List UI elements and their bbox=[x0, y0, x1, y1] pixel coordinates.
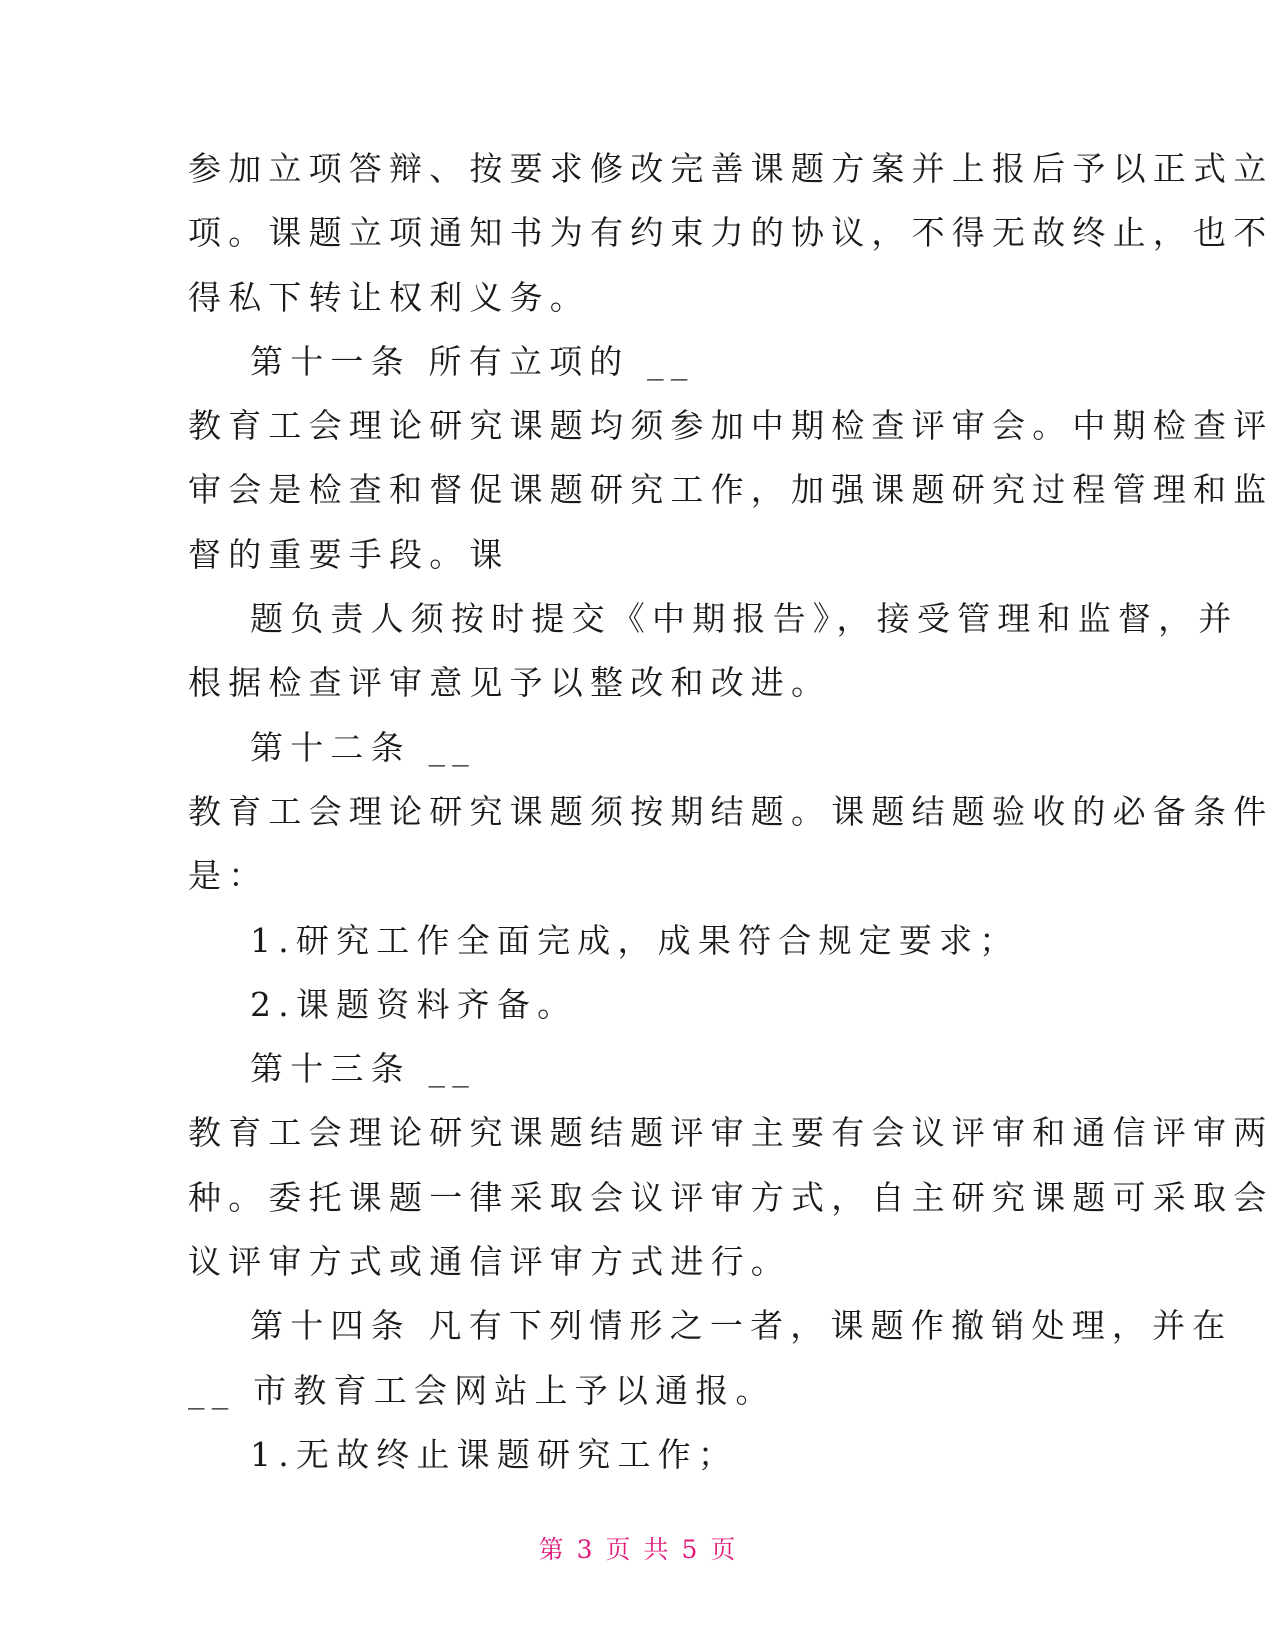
footer-prefix: 第 bbox=[538, 1535, 565, 1564]
footer-suffix: 页 bbox=[710, 1535, 737, 1564]
text-line: 审会是检查和督促课题研究工作，加强课题研究过程管理和监 bbox=[188, 470, 1274, 510]
text-line: 教育工会理论研究课题结题评审主要有会议评审和通信评审两 bbox=[188, 1113, 1274, 1153]
list-item: 1.研究工作全面完成，成果符合规定要求； bbox=[250, 920, 1020, 960]
footer-page-word: 页 bbox=[605, 1535, 632, 1564]
article-14-heading: 第十四条 凡有下列情形之一者，课题作撤销处理，并在 bbox=[250, 1306, 1233, 1346]
footer-total-pages: 5 bbox=[681, 1535, 699, 1564]
footer-current-page: 3 bbox=[576, 1535, 594, 1564]
text-line: 教育工会理论研究课题均须参加中期检查评审会。中期检查评 bbox=[188, 406, 1274, 446]
text-line: __ 市教育工会网站上予以通报。 bbox=[188, 1370, 776, 1410]
document-body bbox=[188, 137, 1274, 1487]
page-footer bbox=[0, 1530, 1275, 1566]
text-line: 是： bbox=[188, 856, 269, 896]
footer-total-word: 共 bbox=[643, 1535, 670, 1564]
text-line: 教育工会理论研究课题须按期结题。课题结题验收的必备条件 bbox=[188, 791, 1274, 831]
text-line: 题负责人须按时提交《中期报告》，接受管理和监督，并 bbox=[250, 599, 1239, 639]
article-11-heading: 第十一条 所有立项的 __ bbox=[250, 341, 695, 381]
text-line: 参加立项答辩、按要求修改完善课题方案并上报后予以正式立 bbox=[188, 149, 1274, 188]
text-line: 种。委托课题一律采取会议评审方式，自主研究课题可采取会 bbox=[188, 1177, 1274, 1217]
article-12-heading: 第十二条 __ bbox=[250, 727, 476, 767]
text-line: 得私下转让权利义务。 bbox=[188, 277, 590, 317]
list-item: 1.无故终止课题研究工作； bbox=[250, 1434, 739, 1474]
text-line: 议评审方式或通信评审方式进行。 bbox=[188, 1242, 791, 1282]
list-item: 2.课题资料齐备。 bbox=[250, 984, 578, 1024]
text-line: 项。课题立项通知书为有约束力的协议，不得无故终止，也不 bbox=[188, 213, 1274, 253]
text-line: 根据检查评审意见予以整改和改进。 bbox=[188, 663, 832, 703]
text-line: 督的重要手段。课 bbox=[188, 534, 510, 574]
article-13-heading: 第十三条 __ bbox=[250, 1049, 476, 1089]
